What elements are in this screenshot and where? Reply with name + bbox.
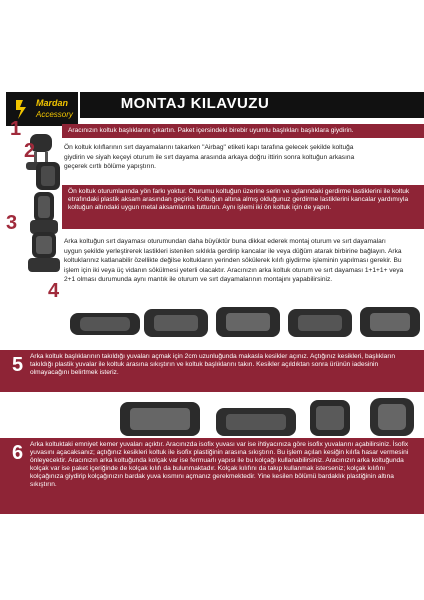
step6-band [0,438,424,514]
step5-band [0,350,424,392]
step4-text: Arka koltuğun sırt dayaması oturumundan daha büyüktür buna dikkat ederek montaj oturum ve sırt dayamaları uygun şekilde yerleştirerek lastikleri istenilen sıklıkla gerdirip kancalar ile veya düğüm atarak birbirine bağlayın. Arka koltuklarınız katlanabilir özellikte değilse koltukların yerinden sökülerek kılıfı giydirme işleminin yapılması gerekir. Bu işlem için iki veya üç vidanın sökülmesi yeterli olacaktır. Aracınızın arka koltuk oturum ve sırt dayaması 1+1+1+ veya 2+1 olması durumunda aynı mantık ile oturum ve sırt dayamalarının montajını yapabilirsiniz. [64,238,404,283]
title-bar [80,92,424,118]
step2-text: Ön koltuk kılıflarının sırt dayamalarını takarken "Airbag" etiketi kapı tarafına gelecek şekilde koltuğa giydirin ve siyah keçeyi oturum ile sırt dayama arasında arkaya doğru ittirin sonra koltuğun arkasına geçerek cırtlı bölüme yapıştırın. [64,144,355,170]
lightning-icon [14,98,32,120]
front-seat-cover-illustration [26,232,62,276]
step6-number: 6 [12,442,24,464]
brand-sub: Accessory [36,110,73,119]
step3-text: Ön koltuk oturumlarında yön farkı yoktur. Oturumu koltuğun üzerine serin ve uçlarındaki gerdirme lastiklerini ile koltuk etrafındaki plastik aksam arasından geçirin. Koltuğun altına almış olduğunuz gerdirme lastiklerini kancalar yardımıyla koltuğun altındaki uygun metal aksamlarına tutturun. Aynı işlemi iki ön koltuk için de yapın. [68,188,410,211]
step2-number: 2 [24,140,36,162]
step6-text: Arka koltuktaki emniyet kemer yuvaları açıktır. Aracınızda isofix yuvası var ise ihtiyacınıza göre isofix yuvalarını açabilirsiniz. İsofix yuvasını açacaksanız; açtığınız kesikleri koltuk ile isofix plastiğinin arasına sıkıştırın. Bu işlem açılan kesiğin kılıfa hasar vermesini önleyecektir. Aracınızın arka koltuğunda kolçak var ise fermuarlı yapısı ile bu kolçağı kullanabilirsiniz. Aracınızın arka koltuğunda kolçak var ise paket içeriğinde de kolçak kılıfı da bulunmaktadır. Kolçak kılıfını da takıp kullanmak isterseniz; kolçak kılıfını kolçağınıza giydirip kolçağınızın bardak yuva kısmını açmanız gerekmektedir. Yine kesilen bölümü bardaklık plastiğinin altına sıkıştırın. [30,441,409,488]
rear-seat-headrest-illustrations [120,394,420,440]
page-title: MONTAJ KILAVUZU [120,95,270,112]
step3-band [62,185,424,229]
brand-name: Mardan [36,98,69,108]
step1-text: Aracınızın koltuk başlıklarını çıkartın. Paket içersindeki birebir uyumlu başlıkları başlıklara giydirin. [68,127,354,134]
rear-seat-illustrations [70,303,424,343]
step3-number: 3 [6,212,18,234]
step5-number: 5 [12,354,24,376]
step5-text: Arka koltuk başlıklarının takıldığı yuvaları açmak için 2cm uzunluğunda makasla kesikler açınız. Açtığınız kesikleri, başlıkların takıldığı plastik yuvalar ile koltuk arasına sıkıştırın ve koltuk başlıklarını takın. Kesikler açıldıktan sonra ürünün iadesinin olmayacağını belirtmek isteriz. [30,353,396,376]
step1-band [62,124,424,138]
step4-number: 4 [48,280,60,302]
step1-number: 1 [10,118,22,140]
